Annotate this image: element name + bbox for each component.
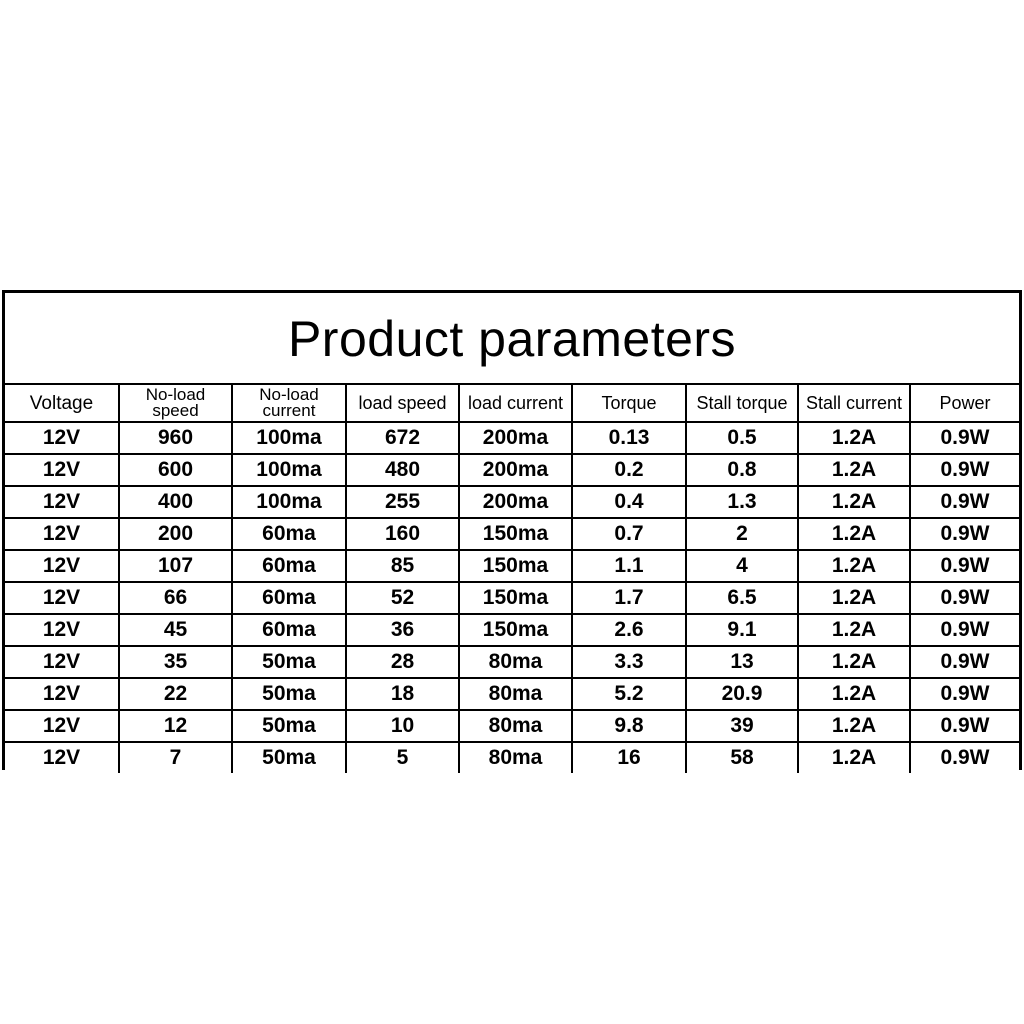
header-stall-current: Stall current xyxy=(798,384,910,422)
cell-no-load-speed: 7 xyxy=(119,742,232,773)
cell-stall-current: 1.2A xyxy=(798,550,910,582)
cell-torque: 0.2 xyxy=(572,454,686,486)
cell-stall-torque: 9.1 xyxy=(686,614,798,646)
cell-power: 0.9W xyxy=(910,582,1019,614)
cell-voltage: 12V xyxy=(5,742,119,773)
cell-torque: 0.7 xyxy=(572,518,686,550)
cell-no-load-current: 100ma xyxy=(232,422,346,454)
cell-stall-torque: 20.9 xyxy=(686,678,798,710)
cell-stall-current: 1.2A xyxy=(798,454,910,486)
cell-no-load-current: 100ma xyxy=(232,486,346,518)
cell-stall-current: 1.2A xyxy=(798,582,910,614)
table-row xyxy=(5,710,1019,742)
cell-voltage: 12V xyxy=(5,454,119,486)
cell-no-load-current: 100ma xyxy=(232,454,346,486)
cell-stall-torque: 13 xyxy=(686,646,798,678)
header-no-load-speed: No-load speed xyxy=(119,384,232,422)
cell-load-speed: 28 xyxy=(346,646,459,678)
table-row xyxy=(5,614,1019,646)
cell-stall-torque: 0.8 xyxy=(686,454,798,486)
table-row xyxy=(5,742,1019,773)
cell-power: 0.9W xyxy=(910,614,1019,646)
cell-stall-current: 1.2A xyxy=(798,614,910,646)
table-row xyxy=(5,518,1019,550)
cell-voltage: 12V xyxy=(5,582,119,614)
cell-stall-torque: 4 xyxy=(686,550,798,582)
cell-load-current: 150ma xyxy=(459,550,572,582)
cell-load-speed: 160 xyxy=(346,518,459,550)
product-parameters-panel xyxy=(2,290,1022,770)
cell-stall-torque: 39 xyxy=(686,710,798,742)
cell-power: 0.9W xyxy=(910,742,1019,773)
cell-voltage: 12V xyxy=(5,550,119,582)
table-row xyxy=(5,582,1019,614)
cell-load-speed: 672 xyxy=(346,422,459,454)
cell-power: 0.9W xyxy=(910,486,1019,518)
header-voltage: Voltage xyxy=(5,384,119,422)
cell-voltage: 12V xyxy=(5,518,119,550)
cell-voltage: 12V xyxy=(5,614,119,646)
cell-torque: 2.6 xyxy=(572,614,686,646)
cell-stall-current: 1.2A xyxy=(798,486,910,518)
cell-power: 0.9W xyxy=(910,454,1019,486)
header-stall-torque: Stall torque xyxy=(686,384,798,422)
cell-no-load-speed: 600 xyxy=(119,454,232,486)
table-row xyxy=(5,678,1019,710)
cell-torque: 1.7 xyxy=(572,582,686,614)
table-row xyxy=(5,454,1019,486)
cell-load-current: 150ma xyxy=(459,518,572,550)
cell-power: 0.9W xyxy=(910,710,1019,742)
header-torque: Torque xyxy=(572,384,686,422)
cell-torque: 9.8 xyxy=(572,710,686,742)
cell-load-current: 200ma xyxy=(459,486,572,518)
cell-stall-current: 1.2A xyxy=(798,710,910,742)
cell-stall-torque: 2 xyxy=(686,518,798,550)
cell-no-load-current: 50ma xyxy=(232,710,346,742)
cell-no-load-speed: 66 xyxy=(119,582,232,614)
cell-no-load-current: 50ma xyxy=(232,678,346,710)
cell-torque: 0.4 xyxy=(572,486,686,518)
cell-no-load-current: 60ma xyxy=(232,518,346,550)
cell-no-load-current: 50ma xyxy=(232,742,346,773)
header-power: Power xyxy=(910,384,1019,422)
cell-stall-current: 1.2A xyxy=(798,422,910,454)
table-row xyxy=(5,486,1019,518)
cell-load-current: 80ma xyxy=(459,678,572,710)
cell-no-load-speed: 12 xyxy=(119,710,232,742)
cell-no-load-speed: 107 xyxy=(119,550,232,582)
cell-power: 0.9W xyxy=(910,422,1019,454)
cell-stall-current: 1.2A xyxy=(798,742,910,773)
table-row xyxy=(5,550,1019,582)
header-load-speed: load speed xyxy=(346,384,459,422)
cell-voltage: 12V xyxy=(5,710,119,742)
header-row xyxy=(5,384,1019,422)
cell-load-current: 80ma xyxy=(459,742,572,773)
cell-stall-current: 1.2A xyxy=(798,646,910,678)
cell-load-speed: 5 xyxy=(346,742,459,773)
cell-power: 0.9W xyxy=(910,646,1019,678)
cell-torque: 16 xyxy=(572,742,686,773)
cell-no-load-current: 60ma xyxy=(232,582,346,614)
cell-no-load-speed: 22 xyxy=(119,678,232,710)
table-row xyxy=(5,646,1019,678)
cell-voltage: 12V xyxy=(5,422,119,454)
cell-load-speed: 18 xyxy=(346,678,459,710)
cell-no-load-current: 60ma xyxy=(232,614,346,646)
cell-no-load-speed: 45 xyxy=(119,614,232,646)
cell-load-speed: 52 xyxy=(346,582,459,614)
table-row xyxy=(5,422,1019,454)
cell-stall-torque: 6.5 xyxy=(686,582,798,614)
cell-no-load-current: 60ma xyxy=(232,550,346,582)
cell-load-speed: 85 xyxy=(346,550,459,582)
cell-load-current: 200ma xyxy=(459,422,572,454)
cell-stall-torque: 58 xyxy=(686,742,798,773)
cell-load-current: 150ma xyxy=(459,614,572,646)
cell-no-load-speed: 400 xyxy=(119,486,232,518)
cell-stall-torque: 0.5 xyxy=(686,422,798,454)
cell-stall-current: 1.2A xyxy=(798,678,910,710)
cell-power: 0.9W xyxy=(910,518,1019,550)
cell-no-load-current: 50ma xyxy=(232,646,346,678)
cell-load-speed: 36 xyxy=(346,614,459,646)
cell-load-speed: 10 xyxy=(346,710,459,742)
cell-load-current: 150ma xyxy=(459,582,572,614)
cell-no-load-speed: 200 xyxy=(119,518,232,550)
cell-no-load-speed: 35 xyxy=(119,646,232,678)
page-title: Product parameters xyxy=(287,311,737,367)
cell-stall-current: 1.2A xyxy=(798,518,910,550)
cell-voltage: 12V xyxy=(5,646,119,678)
cell-voltage: 12V xyxy=(5,486,119,518)
cell-power: 0.9W xyxy=(910,678,1019,710)
cell-load-speed: 255 xyxy=(346,486,459,518)
cell-load-current: 80ma xyxy=(459,646,572,678)
cell-torque: 0.13 xyxy=(572,422,686,454)
cell-load-speed: 480 xyxy=(346,454,459,486)
header-load-current: load current xyxy=(459,384,572,422)
cell-voltage: 12V xyxy=(5,678,119,710)
cell-stall-torque: 1.3 xyxy=(686,486,798,518)
cell-torque: 3.3 xyxy=(572,646,686,678)
cell-torque: 5.2 xyxy=(572,678,686,710)
cell-no-load-speed: 960 xyxy=(119,422,232,454)
parameters-table xyxy=(5,383,1019,773)
cell-load-current: 80ma xyxy=(459,710,572,742)
header-no-load-current: No-load current xyxy=(232,384,346,422)
cell-load-current: 200ma xyxy=(459,454,572,486)
cell-torque: 1.1 xyxy=(572,550,686,582)
cell-power: 0.9W xyxy=(910,550,1019,582)
